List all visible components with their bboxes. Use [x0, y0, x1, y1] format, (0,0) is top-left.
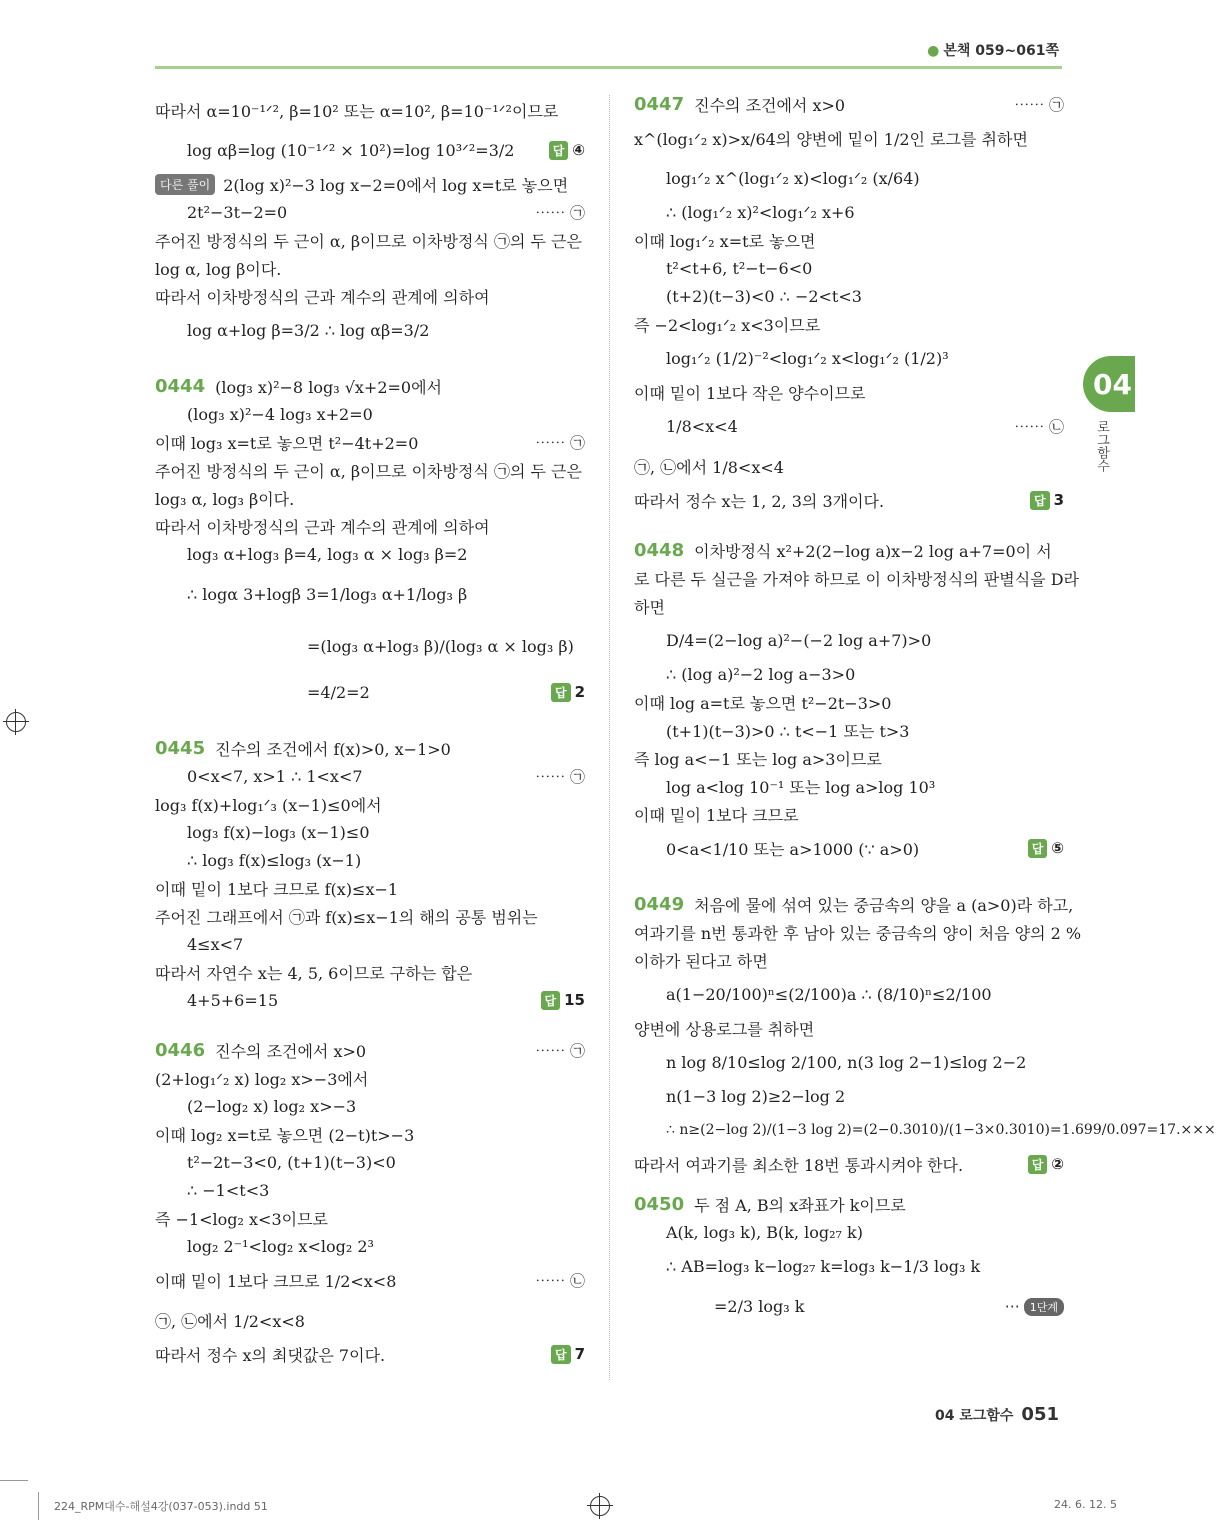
equation: ∴ −1<t<3: [187, 1180, 270, 1200]
equation: log₂ 2⁻¹<log₂ x<log₂ 2³: [187, 1236, 374, 1256]
problem-number: 0447: [634, 93, 685, 115]
text-line: 이때 밑이 1보다 크므로 f(x)≤x−1: [155, 879, 399, 899]
text-line: 진수의 조건에서 x>0: [215, 1041, 367, 1061]
step-badge: 1단계: [1024, 1298, 1064, 1316]
ref-marker: ⋯⋯ ㉡: [1014, 417, 1064, 436]
text-line: 처음에 물에 섞여 있는 중금속의 양을 a (a>0)라 하고,: [694, 895, 1074, 915]
text-line: 이때 log a=t로 놓으면 t²−2t−3>0: [634, 693, 892, 713]
text-line: (2+log₁ᐟ₂ x) log₂ x>−3에서: [155, 1069, 369, 1089]
equation: ∴ (log a)²−2 log a−3>0: [666, 664, 856, 684]
equation: =4/2=2: [307, 682, 370, 702]
text-line: 이때 log₁ᐟ₂ x=t로 놓으면: [634, 231, 816, 251]
equation: log a<log 10⁻¹ 또는 log a>log 10³: [666, 777, 936, 797]
equation: a(1−20/100)ⁿ≤(2/100)a ∴ (8/10)ⁿ≤2/100: [666, 984, 992, 1004]
text-line: 따라서 정수 x의 최댓값은 7이다.: [155, 1345, 386, 1365]
print-rule: [0, 1480, 28, 1481]
equation: =2/3 log₃ k: [714, 1296, 805, 1316]
text-line: 이차방정식 x²+2(2−log a)x−2 log a+7=0이 서: [694, 541, 1052, 561]
ref-marker: ⋯⋯ ㉠: [1014, 95, 1064, 114]
text-line: (log₃ x)²−8 log₃ √x+2=0에서: [215, 377, 442, 397]
answer-mark: 답 ⑤: [1028, 839, 1064, 858]
registration-mark-icon: [6, 712, 26, 732]
ref-marker: ⋯⋯ ㉠: [535, 1041, 585, 1060]
answer-mark: 답 15: [541, 991, 585, 1010]
text-line: log₃ f(x)+log₁ᐟ₃ (x−1)≤0에서: [155, 795, 382, 815]
registration-mark-icon: [590, 1496, 610, 1516]
answer-mark: 답 ②: [1028, 1155, 1064, 1174]
chapter-side-label: 로그함수: [1094, 420, 1109, 472]
text-line: 여과기를 n번 통과한 후 남아 있는 중금속의 양이 처음 양의 2 %: [634, 923, 1082, 943]
text-line: 즉 log a<−1 또는 log a>3이므로: [634, 749, 882, 769]
problem-number: 0448: [634, 539, 685, 561]
text-line: 주어진 그래프에서 ㉠과 f(x)≤x−1의 해의 공통 범위는: [155, 907, 538, 927]
text-line: 이때 밑이 1보다 크므로 1/2<x<8: [155, 1271, 397, 1291]
text-line: 따라서 이차방정식의 근과 계수의 관계에 의하여: [155, 287, 490, 307]
alt-solution-badge: 다른 풀이: [155, 174, 215, 195]
text-line: 두 점 A, B의 x좌표가 k이므로: [694, 1195, 906, 1215]
problem-number: 0444: [155, 375, 206, 397]
problem-number: 0445: [155, 737, 206, 759]
equation: log₃ f(x)−log₃ (x−1)≤0: [187, 822, 370, 842]
page-number: 051: [1021, 1404, 1059, 1425]
equation: A(k, log₃ k), B(k, log₂₇ k): [666, 1222, 863, 1242]
text-line: 따라서 이차방정식의 근과 계수의 관계에 의하여: [155, 517, 490, 537]
text-line: 주어진 방정식의 두 근이 α, β이므로 이차방정식 ㉠의 두 근은: [155, 231, 582, 251]
text-line: 이때 밑이 1보다 크므로: [634, 805, 799, 825]
equation: log₃ α+log₃ β=4, log₃ α × log₃ β=2: [187, 544, 468, 564]
equation: ∴ log₃ f(x)≤log₃ (x−1): [187, 850, 362, 870]
text-line: log α, log β이다.: [155, 259, 282, 279]
equation: 1/8<x<4: [666, 416, 738, 436]
print-file-info: 224_RPM대수-해설4강(037-053).indd 51: [54, 1500, 268, 1513]
text-line: ㉠, ㉡에서 1/2<x<8: [155, 1311, 305, 1331]
equation: t²<t+6, t²−t−6<0: [666, 258, 813, 278]
text-line: ㉠, ㉡에서 1/8<x<4: [634, 457, 784, 477]
equation: (2−log₂ x) log₂ x>−3: [187, 1096, 357, 1116]
text-line: 따라서 정수 x는 1, 2, 3의 3개이다.: [634, 491, 885, 511]
problem-number: 0446: [155, 1039, 206, 1061]
column-divider: [609, 95, 610, 1380]
equation: ∴ logα 3+logβ 3=1/log₃ α+1/log₃ β: [187, 584, 468, 604]
ref-marker: ⋯⋯ ㉠: [535, 767, 585, 786]
equation: log α+log β=3/2 ∴ log αβ=3/2: [187, 320, 430, 340]
ref-marker: ⋯⋯ ㉠: [535, 203, 585, 222]
answer-mark: 답 2: [551, 683, 585, 702]
problem-number: 0449: [634, 893, 685, 915]
equation: (t+2)(t−3)<0 ∴ −2<t<3: [666, 286, 862, 306]
text-line: 즉 −2<log₁ᐟ₂ x<3이므로: [634, 315, 821, 335]
equation: 0<a<1/10 또는 a>1000 (∵ a>0): [666, 839, 920, 859]
ref-marker: ⋯⋯ ㉠: [535, 433, 585, 452]
text-line: 따라서 여과기를 최소한 18번 통과시켜야 한다.: [634, 1155, 964, 1175]
page-range-header: ● 본책 059~061쪽: [927, 43, 1059, 59]
ref-marker: ⋯⋯ ㉡: [535, 1271, 585, 1290]
text-line: 따라서 자연수 x는 4, 5, 6이므로 구하는 합은: [155, 963, 473, 983]
text-line: log₃ α, log₃ β이다.: [155, 489, 295, 509]
text-line: 이때 log₃ x=t로 놓으면 t²−4t+2=0: [155, 433, 419, 453]
chapter-tab[interactable]: 04: [1083, 356, 1135, 412]
equation: 0<x<7, x>1 ∴ 1<x<7: [187, 766, 363, 786]
problem-number: 0450: [634, 1193, 685, 1215]
text-line: 로 다른 두 실근을 가져야 하므로 이 이차방정식의 판별식을 D라: [634, 569, 1080, 589]
equation: 4≤x<7: [187, 934, 244, 954]
left-column: [155, 90, 585, 1368]
print-rule: [38, 1492, 39, 1520]
equation: log₁ᐟ₂ x^(log₁ᐟ₂ x)<log₁ᐟ₂ (x/64): [666, 168, 920, 188]
equation: ∴ AB=log₃ k−log₂₇ k=log₃ k−1/3 log₃ k: [666, 1256, 981, 1276]
text-line: 이때 밑이 1보다 작은 양수이므로: [634, 383, 866, 403]
answer-mark: 답 7: [551, 1345, 585, 1364]
text-line: 진수의 조건에서 f(x)>0, x−1>0: [215, 739, 451, 759]
text-line: 주어진 방정식의 두 근이 α, β이므로 이차방정식 ㉠의 두 근은: [155, 461, 582, 481]
equation: =(log₃ α+log₃ β)/(log₃ α × log₃ β): [307, 636, 574, 656]
equation: 4+5+6=15: [187, 990, 279, 1010]
equation: n log 8/10≤log 2/100, n(3 log 2−1)≤log 2−2: [666, 1052, 1027, 1072]
text-line: 2(log x)²−3 log x−2=0에서 log x=t로 놓으면: [223, 175, 569, 195]
answer-mark: 답 3: [1030, 491, 1064, 510]
text-line: 양변에 상용로그를 취하면: [634, 1019, 815, 1039]
text-line: 이때 log₂ x=t로 놓으면 (2−t)t>−3: [155, 1125, 415, 1145]
equation: (t+1)(t−3)>0 ∴ t<−1 또는 t>3: [666, 721, 910, 741]
equation: log αβ=log (10⁻¹ᐟ² × 10²)=log 10³ᐟ²=3/2: [187, 140, 515, 160]
text-line: x^(log₁ᐟ₂ x)>x/64의 양변에 밑이 1/2인 로그를 취하면: [634, 129, 1028, 149]
page-footer: 04 로그함수 051: [934, 1404, 1059, 1425]
text-line: 즉 −1<log₂ x<3이므로: [155, 1209, 329, 1229]
text-line: 진수의 조건에서 x>0: [694, 95, 846, 115]
equation: t²−2t−3<0, (t+1)(t−3)<0: [187, 1152, 396, 1172]
equation: log₁ᐟ₂ (1/2)⁻²<log₁ᐟ₂ x<log₁ᐟ₂ (1/2)³: [666, 348, 949, 368]
equation: ∴ n≥(2−log 2)/(1−3 log 2)=(2−0.3010)/(1−3×0.3010)=1.699/0.097=17.×××: [666, 1122, 1216, 1138]
text-line: 이하가 된다고 하면: [634, 951, 768, 971]
header-rule: [155, 66, 1062, 69]
equation: ∴ (log₁ᐟ₂ x)²<log₁ᐟ₂ x+6: [666, 202, 855, 222]
bullet-dot-icon: ●: [927, 43, 940, 59]
equation: (log₃ x)²−4 log₃ x+2=0: [187, 404, 373, 424]
step-marker: ⋯ 1단계: [1005, 1297, 1064, 1316]
answer-mark: 답 ④: [549, 141, 585, 160]
equation: D/4=(2−log a)²−(−2 log a+7)>0: [666, 630, 932, 650]
text-line: 하면: [634, 597, 665, 617]
equation: 2t²−3t−2=0: [187, 202, 288, 222]
equation: n(1−3 log 2)≥2−log 2: [666, 1086, 846, 1106]
print-date: 24. 6. 12. 5: [1054, 1498, 1117, 1511]
text-line: 따라서 α=10⁻¹ᐟ², β=10² 또는 α=10², β=10⁻¹ᐟ²이므로: [155, 101, 559, 121]
